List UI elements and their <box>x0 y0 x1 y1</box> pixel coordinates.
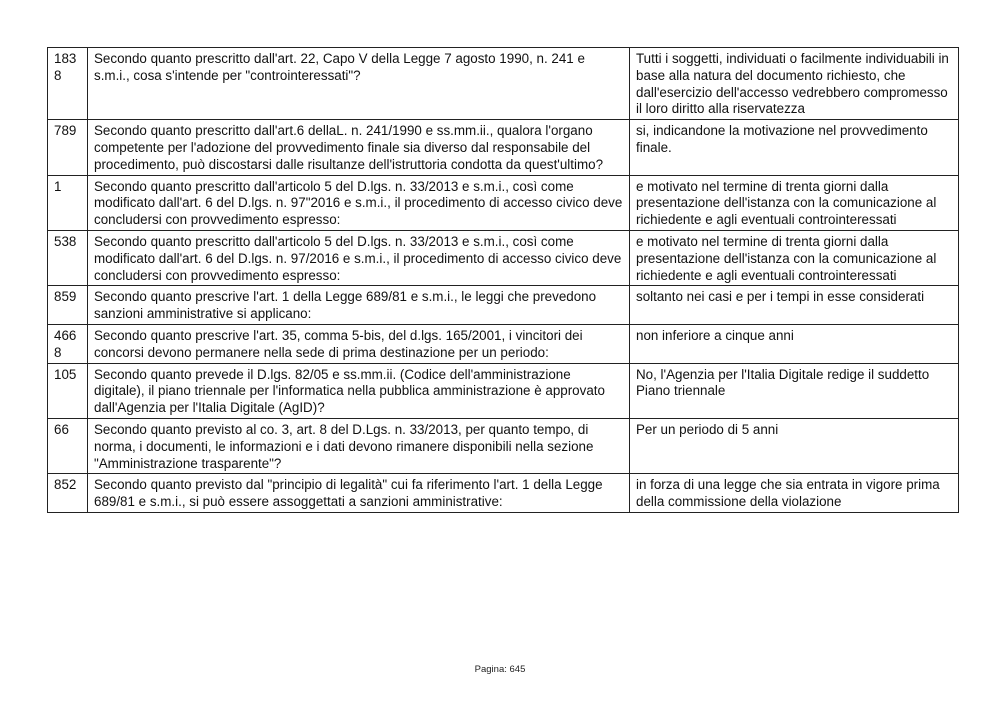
question-id: 538 <box>48 230 88 285</box>
question-id: 1838 <box>48 48 88 120</box>
question-text: Secondo quanto previsto dal "principio di legalità" cui fa riferimento l'art. 1 della Legge 689/81 e s.m.i., si può essere assoggettati a sanzioni amministrative: <box>88 474 630 513</box>
table-row <box>48 324 959 363</box>
question-text: Secondo quanto prescrive l'art. 1 della Legge 689/81 e s.m.i., le leggi che prevedono sanzioni amministrative si applicano: <box>88 286 630 325</box>
table-row <box>48 175 959 230</box>
answer-text: e motivato nel termine di trenta giorni dalla presentazione dell'istanza con la comunicazione al richiedente e agli eventuali controinteressati <box>630 175 959 230</box>
table-row <box>48 120 959 175</box>
answer-text: Tutti i soggetti, individuati o facilmente individuabili in base alla natura del documento richiesto, che dall'esercizio dell'accesso vedrebbero compromesso il loro diritto alla riservatezza <box>630 48 959 120</box>
question-text: Secondo quanto prescritto dall'articolo 5 del D.lgs. n. 33/2013 e s.m.i., così come modificato dall'art. 6 del D.lgs. n. 97/2016 e s.m.i., il procedimento di accesso civico deve concludersi con provvedimento espresso: <box>88 230 630 285</box>
table-row <box>48 418 959 473</box>
answer-text: No, l'Agenzia per l'Italia Digitale redige il suddetto Piano triennale <box>630 363 959 418</box>
question-id: 66 <box>48 418 88 473</box>
question-text: Secondo quanto previsto al co. 3, art. 8 del D.Lgs. n. 33/2013, per quanto tempo, di norma, i documenti, le informazioni e i dati devono rimanere disponibili nella sezione "Amministrazione trasparente"? <box>88 418 630 473</box>
table-row <box>48 230 959 285</box>
table-row <box>48 286 959 325</box>
page-number: Pagina: 645 <box>474 664 526 675</box>
question-text: Secondo quanto prescritto dall'art.6 dellaL. n. 241/1990 e ss.mm.ii., qualora l'organo competente per l'adozione del provvedimento finale sia diverso dal responsabile del procedimento, può discostarsi dalle risultanze dell'istruttoria condotta da quest'ultimo? <box>88 120 630 175</box>
answer-text: e motivato nel termine di trenta giorni dalla presentazione dell'istanza con la comunicazione al richiedente e agli eventuali controinteressati <box>630 230 959 285</box>
question-id: 859 <box>48 286 88 325</box>
question-id: 105 <box>48 363 88 418</box>
answer-text: Per un periodo di 5 anni <box>630 418 959 473</box>
question-id: 1 <box>48 175 88 230</box>
question-text: Secondo quanto prescrive l'art. 35, comma 5-bis, del d.lgs. 165/2001, i vincitori dei concorsi devono permanere nella sede di prima destinazione per un periodo: <box>88 324 630 363</box>
question-text: Secondo quanto prescritto dall'articolo 5 del D.lgs. n. 33/2013 e s.m.i., così come modificato dall'art. 6 del D.lgs. n. 97"2016 e s.m.i., il procedimento di accesso civico deve concludersi con provvedimento espresso: <box>88 175 630 230</box>
question-text: Secondo quanto prevede il D.lgs. 82/05 e ss.mm.ii. (Codice dell'amministrazione digitale), il piano triennale per l'informatica nella pubblica amministrazione è approvato dall'Agenzia per l'Italia Digitale (AgID)? <box>88 363 630 418</box>
answer-text: in forza di una legge che sia entrata in vigore prima della commissione della violazione <box>630 474 959 513</box>
question-answer-table <box>47 47 959 513</box>
question-id: 852 <box>48 474 88 513</box>
table-row <box>48 474 959 513</box>
answer-text: soltanto nei casi e per i tempi in esse considerati <box>630 286 959 325</box>
question-text: Secondo quanto prescritto dall'art. 22, Capo V della Legge 7 agosto 1990, n. 241 e s.m.i., cosa s'intende per "controinteressati"? <box>88 48 630 120</box>
question-id: 789 <box>48 120 88 175</box>
question-id: 4668 <box>48 324 88 363</box>
table-row <box>48 363 959 418</box>
table-row <box>48 48 959 120</box>
answer-text: si, indicandone la motivazione nel provvedimento finale. <box>630 120 959 175</box>
answer-text: non inferiore a cinque anni <box>630 324 959 363</box>
